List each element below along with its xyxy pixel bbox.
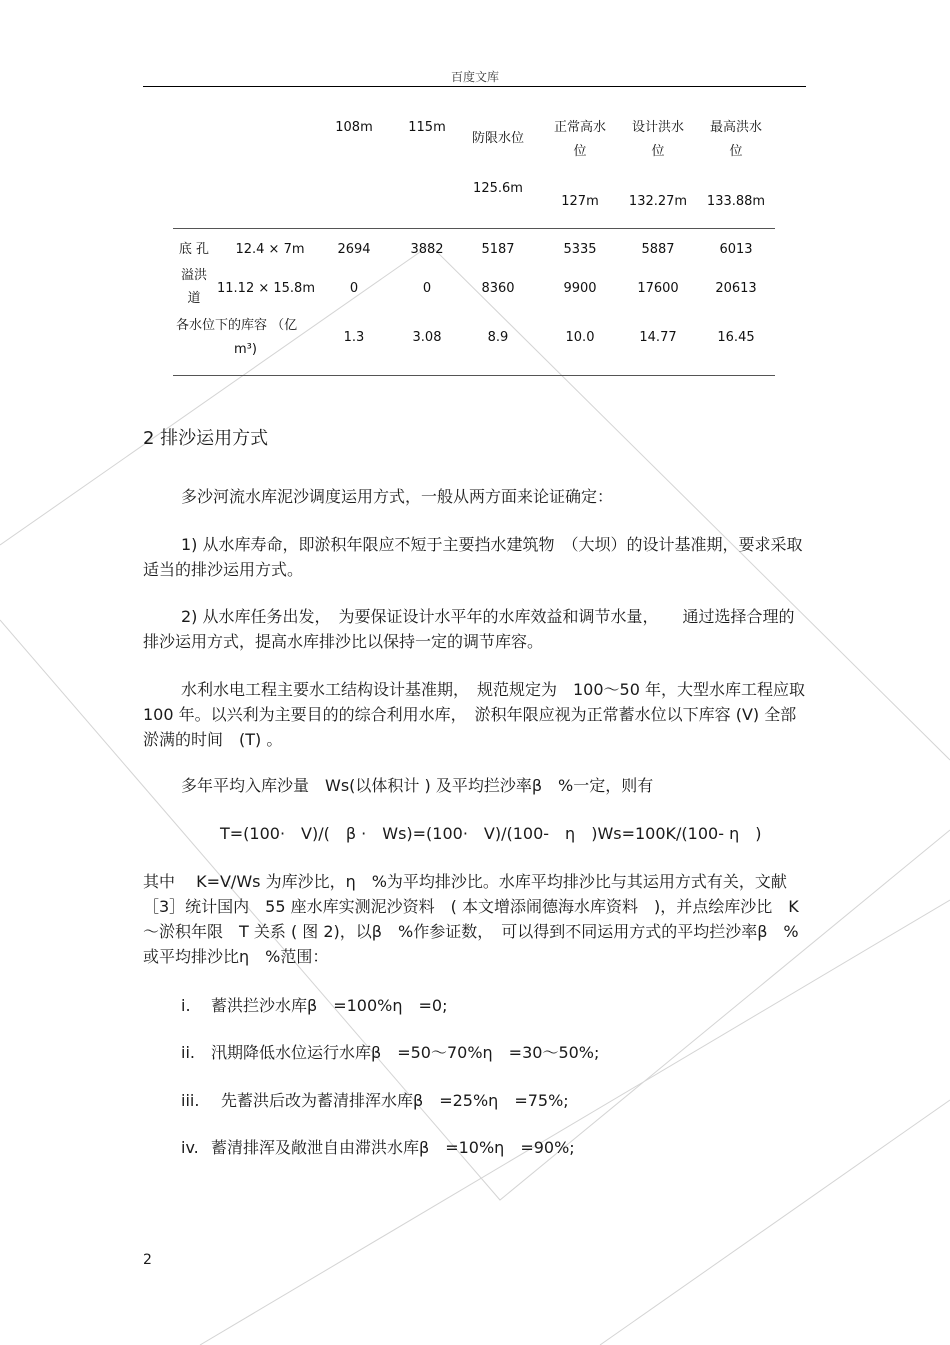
table-bottom-rule (173, 375, 775, 376)
table-cell: 6013 (719, 242, 753, 257)
paragraph-reason-2: 2) 从水库任务出发， 为要保证设计水平年的水库效益和调节水量， 通过选择合理的排沙运用方式，提高水库排沙比以保持一定的调节库容。 (143, 607, 795, 651)
col-head-115: 115m (408, 120, 446, 135)
list-item (181, 1088, 569, 1111)
table-cell: 17600 (637, 281, 679, 296)
col-head-normal-2: 位 (573, 144, 587, 159)
table-cell: 1.3 (343, 330, 365, 345)
page-number: 2 (143, 1252, 152, 1268)
table-cell: 16.45 (717, 330, 755, 345)
col-head-normal-value: 127m (561, 194, 599, 209)
col-head-limit-value: 125.6m (473, 181, 523, 196)
row-label-2: 道 (187, 291, 201, 306)
table-cell: 14.77 (639, 330, 677, 345)
paragraph-intro: 多沙河流水库泥沙调度运用方式，一般从两方面来论证确定： (181, 487, 614, 506)
row-label: 溢洪 (180, 268, 207, 283)
list-number: i. (181, 996, 191, 1015)
list-text: 汛期降低水位运行水库β =50～70%η =30～50%; (211, 1043, 600, 1062)
list-number: iv. (181, 1138, 199, 1157)
table-cell: 5335 (563, 242, 597, 257)
col-head-normal: 正常高水 (553, 120, 606, 135)
list-text: 蓄洪拦沙水库β =100%η =0; (211, 996, 448, 1015)
list-item (181, 1135, 575, 1158)
row-label-2: m³) (234, 342, 257, 357)
page-header: 百度文库 (450, 70, 499, 84)
table-cell: 3.08 (412, 330, 442, 345)
col-head-108: 108m (335, 120, 373, 135)
list-item (181, 993, 447, 1016)
col-head-design-value: 132.27m (628, 194, 688, 209)
col-head-max-2: 位 (729, 144, 743, 159)
table-cell: 0 (422, 281, 432, 296)
row-size: 12.4 × 7m (235, 242, 305, 257)
table-cell: 10.0 (565, 330, 595, 345)
row-size: 11.12 × 15.8m (217, 281, 315, 296)
list-number: iii. (181, 1091, 200, 1110)
col-head-limit: 防限水位 (471, 131, 524, 146)
table-cell: 20613 (715, 281, 757, 296)
col-head-max-value: 133.88m (706, 194, 766, 209)
table-cell: 8360 (481, 281, 515, 296)
table-cell: 9900 (563, 281, 597, 296)
header-rule (143, 86, 806, 87)
col-head-design-2: 位 (651, 144, 665, 159)
col-head-design: 设计洪水 (631, 120, 684, 135)
row-label: 各水位下的库容 （亿 (176, 318, 298, 333)
paragraph-reason-1: 1) 从水库寿命，即淤积年限应不短于主要挡水建筑物 （大坝）的设计基准期，要求采取适当的排沙运用方式。 (143, 535, 803, 579)
table-cell: 0 (349, 281, 359, 296)
paragraph-design-period: 水利水电工程主要水工结构设计基准期， 规范规定为 100～50 年，大型水库工程应取 100 年。以兴利为主要目的的综合利用水库， 淤积年限应视为正常蓄水位以下库容 (V) 全部淤满的时间 (T) 。 (143, 680, 822, 749)
table-top-rule (173, 228, 775, 229)
paragraph-sediment: 多年平均入库沙量 Ws(以体积计 ) 及平均拦沙率β %一定，则有 (181, 776, 654, 795)
table-cell: 5187 (481, 242, 515, 257)
list-item (181, 1040, 599, 1063)
list-text: 蓄清排浑及敞泄自由滞洪水库β =10%η =90%; (211, 1138, 575, 1157)
paragraph-definitions: 其中 K=V/Ws 为库沙比，η %为平均排沙比。水库平均排沙比与其运用方式有关，文献［3］统计国内 55 座水库实测泥沙资料 ( 本文增添闹德海水库资料 )，并点绘库沙比 K～淤积年限 T 关系 ( 图 2)，以β %作参证数， 可以得到不同运用方式的平均拦沙率β %或平均排沙比η %范围： (143, 872, 799, 966)
table-cell: 3882 (410, 242, 444, 257)
row-label: 底 孔 (178, 242, 210, 257)
section-title: 2 排沙运用方式 (143, 428, 269, 449)
list-number: ii. (181, 1043, 195, 1062)
table-cell: 8.9 (487, 330, 509, 345)
formula: T=(100· V)/( β · Ws)=(100· V)/(100- η )Ws=100K/(100- η ) (220, 824, 762, 843)
list-text: 先蓄洪后改为蓄清排浑水库β =25%η =75%; (221, 1091, 569, 1110)
table-cell: 2694 (337, 242, 371, 257)
col-head-max: 最高洪水 (709, 120, 762, 135)
table-cell: 5887 (641, 242, 675, 257)
